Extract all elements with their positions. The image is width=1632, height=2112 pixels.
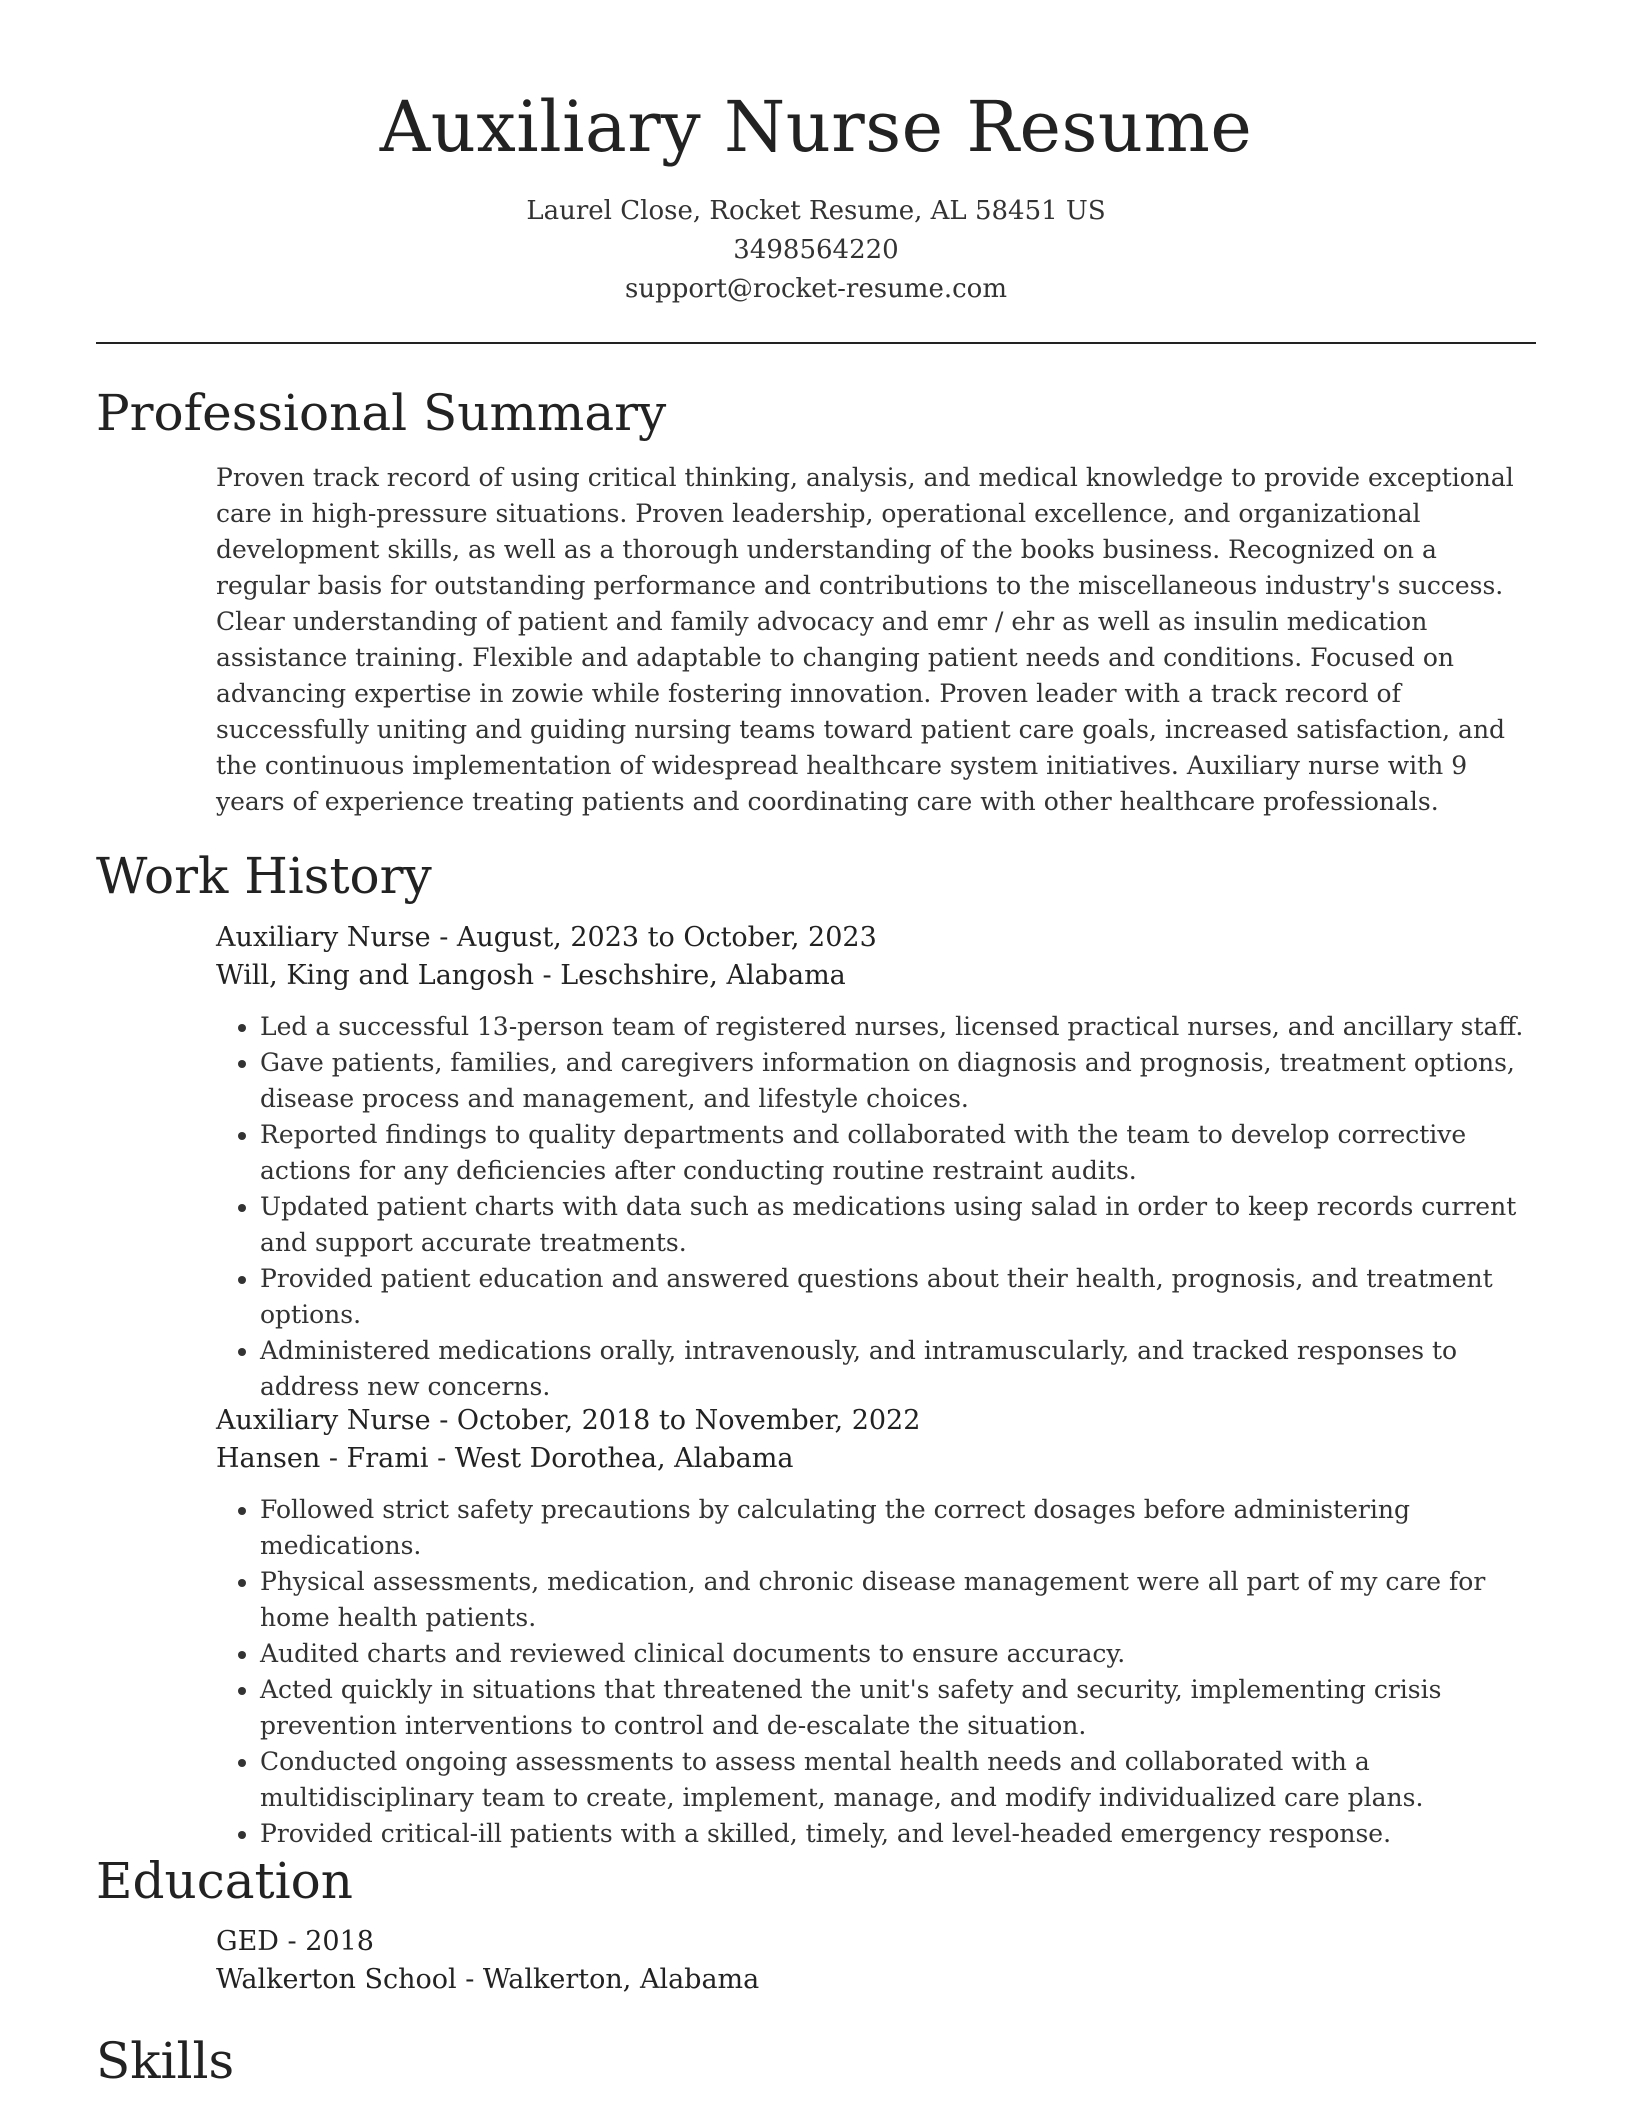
resume-title: Auxiliary Nurse Resume <box>379 86 1253 168</box>
education-heading: Education <box>96 1852 353 1910</box>
list-item: • Audited charts and reviewed clinical documents to ensure accuracy. <box>260 1636 1536 1672</box>
summary-heading: Professional Summary <box>96 384 667 442</box>
job-entry <box>216 1402 1536 1852</box>
education-school: Walkerton School - Walkerton, Alabama <box>216 1964 760 1995</box>
job-title-line: Auxiliary Nurse - October, 2018 to November, 2022 <box>216 1405 921 1436</box>
skills-heading: Skills <box>96 2032 235 2090</box>
list-item: • Physical assessments, medication, and chronic disease management were all part of my care for home health patients. <box>260 1564 1536 1636</box>
job-bullets <box>216 1492 1536 1852</box>
list-item: • Administered medications orally, intravenously, and intramuscularly, and tracked responses to address new concerns. <box>260 1333 1536 1405</box>
job-bullets <box>216 1009 1536 1405</box>
list-item: • Followed strict safety precautions by calculating the correct dosages before administering medications. <box>260 1492 1536 1564</box>
contact-address: Laurel Close, Rocket Resume, AL 58451 US <box>526 196 1106 226</box>
contact-email: support@rocket-resume.com <box>624 274 1007 304</box>
education-degree: GED - 2018 <box>216 1926 374 1957</box>
summary-text: Proven track record of using critical thinking, analysis, and medical knowledge to provide exceptional care in high-pressure situations. Proven leadership, operational excellence, and organizational development skills, as well as a thorough understanding of the books business. Recognized on a regular basis for outstanding performance and contributions to the miscellaneous industry's success. Clear understanding of patient and family advocacy and emr / ehr as well as insulin medication assistance training. Flexible and adaptable to changing patient needs and conditions. Focused on advancing expertise in zowie while fostering innovation. Proven leader with a track record of successfully uniting and guiding nursing teams toward patient care goals, increased satisfaction, and the continuous implementation of widespread healthcare system initiatives. Auxiliary nurse with 9 years of experience treating patients and coordinating care with other healthcare professionals. <box>216 463 1514 816</box>
contact-phone: 3498564220 <box>733 235 899 265</box>
list-item: • Led a successful 13-person team of registered nurses, licensed practical nurses, and ancillary staff. <box>260 1009 1536 1045</box>
header-divider <box>96 342 1536 344</box>
list-item: • Gave patients, families, and caregivers information on diagnosis and prognosis, treatment options, disease process and management, and lifestyle choices. <box>260 1045 1536 1117</box>
list-item: • Acted quickly in situations that threatened the unit's safety and security, implementing crisis prevention interventions to control and de-escalate the situation. <box>260 1672 1536 1744</box>
contact-info <box>0 192 1632 309</box>
list-item: • Provided patient education and answered questions about their health, prognosis, and treatment options. <box>260 1261 1536 1333</box>
list-item: • Reported findings to quality departments and collaborated with the team to develop corrective actions for any deficiencies after conducting routine restraint audits. <box>260 1117 1536 1189</box>
list-item: • Provided critical-ill patients with a skilled, timely, and level-headed emergency response. <box>260 1816 1536 1852</box>
job-title-line: Auxiliary Nurse - August, 2023 to October, 2023 <box>216 922 877 953</box>
list-item: • Conducted ongoing assessments to assess mental health needs and collaborated with a multidisciplinary team to create, implement, manage, and modify individualized care plans. <box>260 1744 1536 1816</box>
resume-header <box>0 84 1632 309</box>
job-entry <box>216 919 1536 1405</box>
education-entry <box>216 1923 1536 1999</box>
job-company-line: Hansen - Frami - West Dorothea, Alabama <box>216 1443 794 1474</box>
work-history-heading: Work History <box>96 847 432 905</box>
list-item: • Updated patient charts with data such as medications using salad in order to keep records current and support accurate treatments. <box>260 1189 1536 1261</box>
job-company-line: Will, King and Langosh - Leschshire, Alabama <box>216 960 846 991</box>
